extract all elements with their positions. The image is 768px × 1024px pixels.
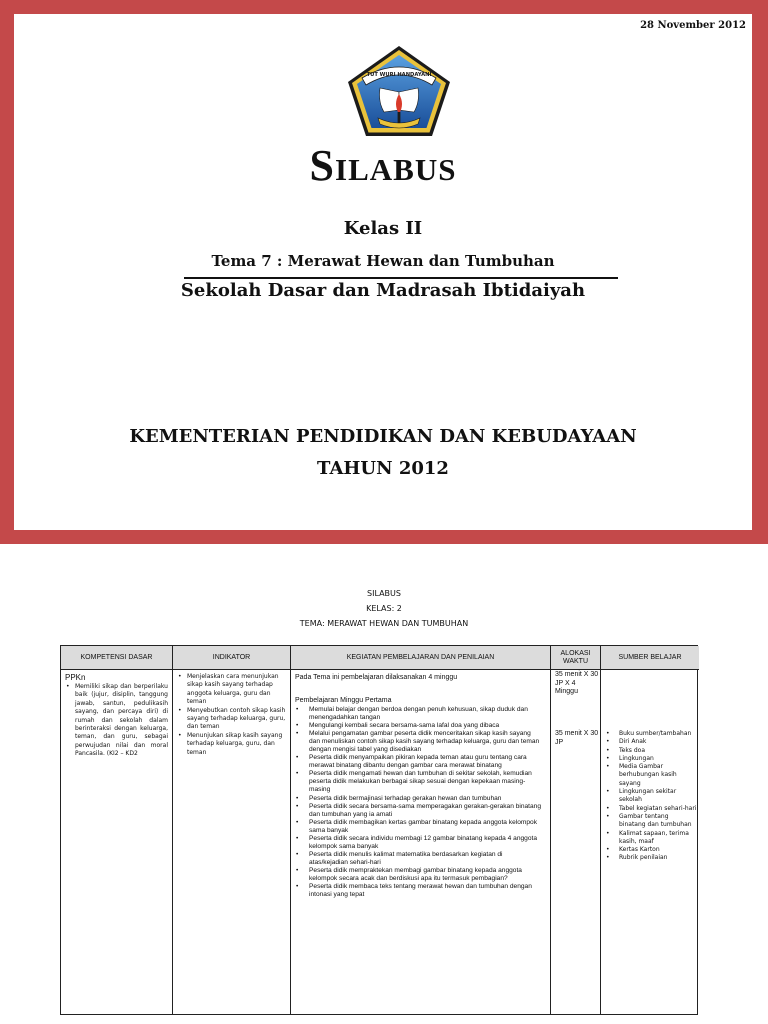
- column-indikator: [173, 646, 291, 1014]
- list-item: • Peserta didik secara bersama-sama memperagakan gerakan-gerakan binatang dan tumbuhan yang ia amati: [295, 803, 543, 819]
- list-item: • Peserta didik secara individu membagi 12 gambar binatang kepada 4 anggota kelompok sama banyak: [295, 835, 543, 851]
- page-heading: SILABUS: [367, 589, 401, 598]
- list-item: • Gambar tentang binatang dan tumbuhan: [605, 813, 697, 830]
- header-indikator: INDIKATOR: [173, 646, 290, 670]
- list-item: • Media Gambar berhubungan kasih sayang: [605, 763, 697, 788]
- list-item: • Tabel kegiatan sehari-hari: [605, 805, 697, 813]
- page-kelas: KELAS: 2: [366, 604, 402, 613]
- kegiatan-intro: Pada Tema ini pembelajaran dilaksanakan 4 minggu: [295, 674, 458, 681]
- kegiatan-week-title: Pembelajaran Minggu Pertama: [295, 697, 392, 704]
- list-item: • Peserta didik menulis kalimat matematika berdasarkan kegiatan di atas/kejadian sehari-hari: [295, 851, 543, 867]
- list-item: • Rubrik penilaian: [605, 854, 697, 862]
- header-alokasi-waktu: ALOKASI WAKTU: [551, 646, 600, 670]
- kegiatan-list: [295, 706, 543, 899]
- cover-kelas: Kelas II: [343, 218, 423, 239]
- list-item: • Kertas Karton: [605, 846, 697, 854]
- page-tema: TEMA: MERAWAT HEWAN DAN TUMBUHAN: [299, 619, 469, 628]
- list-item: • Memulai belajar dengan berdoa dengan penuh kehusuan, sikap duduk dan menengadahkan tangan: [295, 706, 543, 722]
- list-item: • Memiliki sikap dan berperilaku baik (jujur, disiplin, tanggung jawab, santun, pedulikasih sayang, dan percaya diri) di rumah dan sekolah dalam berinteraksi dengan keluarga, teman, dan guru, sebagai perwujudan nilai dan moral Pancasila. (KI2 – KD2: [65, 683, 168, 759]
- tut-wuri-handayani-logo: [344, 44, 454, 140]
- list-item: • Menjelaskan cara menunjukan sikap kasih sayang terhadap anggota keluarga, guru dan teman: [177, 673, 286, 707]
- indikator-cell: [173, 671, 290, 759]
- list-item: • Peserta didik mempraktekan membagi gambar binatang kepada anggota kelompok secara acak dan berdiskusi apa itu termasuk pembagian?: [295, 867, 543, 883]
- cover-sekolah: Sekolah Dasar dan Madrasah Ibtidaiyah: [180, 280, 586, 301]
- indikator-list: [177, 673, 286, 757]
- list-item: • Diri Anak: [605, 738, 697, 746]
- kompetensi-subject: PPKn: [65, 673, 86, 682]
- kompetensi-cell: [61, 671, 172, 761]
- list-item: • Menyebutkan contoh sikap kasih sayang terhadap keluarga, guru, dan teman: [177, 707, 286, 732]
- syllabus-table: [60, 645, 698, 1015]
- list-item: • Menunjukan sikap kasih sayang terhadap keluarga, guru, dan teman: [177, 732, 286, 757]
- sumber-list: [605, 730, 697, 863]
- list-item: • Mengulangi kembali secara bersama-sama lafal doa yang dibaca: [295, 722, 543, 730]
- list-item: • Kalimat sapaan, terima kasih, maaf: [605, 830, 697, 847]
- list-item: • Peserta didik membagikan kertas gambar binatang kepada anggota kelompok sama banyak: [295, 819, 543, 835]
- cover-sheet: [14, 14, 752, 530]
- list-item: • Peserta didik bermajinasi terhadap gerakan hewan dan tumbuhan: [295, 795, 543, 803]
- list-item: • Lingkungan sekitar sekolah: [605, 788, 697, 805]
- cover-divider: [184, 277, 618, 279]
- logo-motto: TUT WURI HANDAYANI: [366, 72, 432, 78]
- list-item: • Teks doa: [605, 747, 697, 755]
- column-kegiatan: [291, 646, 551, 1014]
- list-item: • Peserta didik membaca teks tentang merawat hewan dan tumbuhan dengan intonasi yang tepat: [295, 883, 543, 899]
- list-item: • Melalui pengamatan gambar peserta didik menceritakan sikap kasih sayang dan menuliskan contoh sikap kasih sayang terhadap keluarga, guru dan teman dengan mengisi tabel yang disediakan: [295, 730, 543, 754]
- cover-year: TAHUN 2012: [317, 458, 449, 479]
- alokasi-minggu-1: 35 menit X 30 JP: [555, 730, 599, 746]
- column-alokasi-waktu: [551, 646, 601, 1014]
- kompetensi-list: [65, 683, 168, 759]
- cover-ministry: KEMENTERIAN PENDIDIKAN DAN KEBUDAYAAN: [129, 426, 637, 447]
- column-kompetensi-dasar: [61, 646, 173, 1014]
- cover-title: Silabus: [309, 141, 457, 190]
- list-item: • Lingkungan: [605, 755, 697, 763]
- header-kegiatan: KEGIATAN PEMBELAJARAN DAN PENILAIAN: [291, 646, 550, 670]
- list-item: • Buku sumber/tambahan: [605, 730, 697, 738]
- list-item: • Peserta didik mengamati hewan dan tumbuhan di sekitar sekolah, kemudian peserta didik melakukan berbagai sikap sesuai dengan kepekaan masing-masing: [295, 770, 543, 794]
- kegiatan-cell: [291, 671, 550, 684]
- list-item: • Peserta didik menyampaikan pikiran kepada teman atau guru tentang cara merawat binatang dibantu dengan gambar cara merawat binatang: [295, 754, 543, 770]
- alokasi-total: 35 menit X 30 JP X 4 Minggu: [555, 671, 599, 696]
- column-sumber-belajar: [601, 646, 699, 1014]
- header-kompetensi-dasar: KOMPETENSI DASAR: [61, 646, 172, 670]
- header-sumber-belajar: SUMBER BELAJAR: [601, 646, 699, 670]
- cover-tema: Tema 7 : Merawat Hewan dan Tumbuhan: [211, 252, 555, 270]
- cover-date: 28 November 2012: [640, 20, 746, 31]
